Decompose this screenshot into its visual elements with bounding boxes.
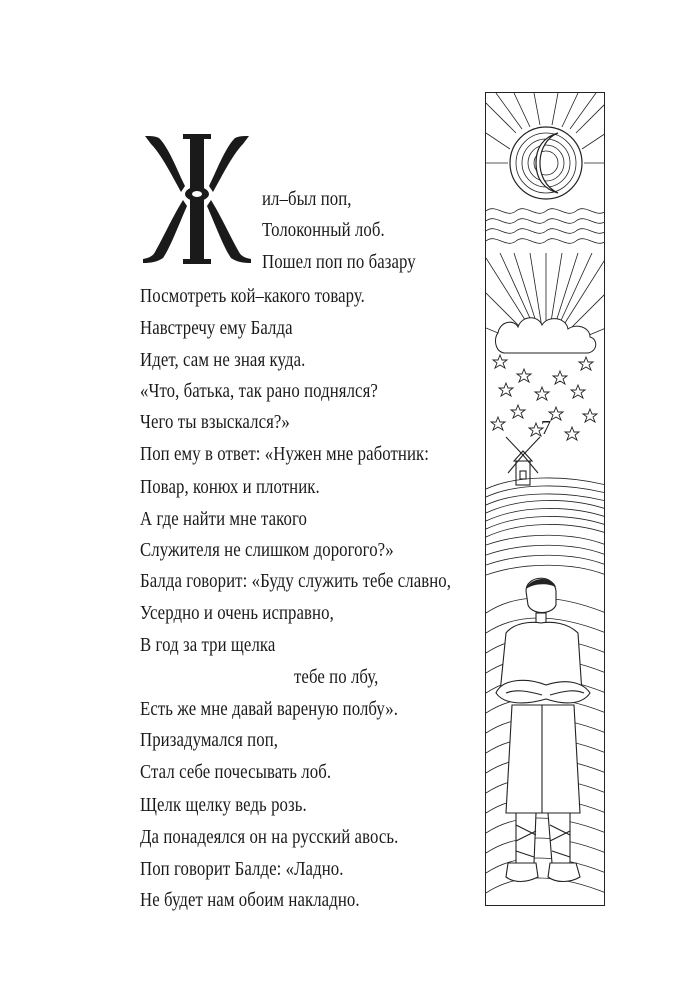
poem-line: Поп ему в ответ: «Нужен мне работник: bbox=[140, 444, 430, 465]
cloud-icon bbox=[496, 318, 596, 353]
poem-line: Навстречу ему Балда bbox=[140, 318, 293, 339]
poem-line: Усердно и очень исправно, bbox=[140, 603, 334, 624]
poem-line: Поп говорит Балде: «Ладно. bbox=[140, 859, 344, 880]
poem-line: Балда говорит: «Буду служить тебе славно, bbox=[140, 571, 452, 592]
poem-line: тебе по лбу, bbox=[294, 667, 379, 688]
poem-line: ил–был поп, bbox=[262, 189, 352, 210]
poem-line: Посмотреть кой–какого товару. bbox=[140, 286, 365, 307]
dropcap-glyph bbox=[141, 130, 253, 268]
sun-moon-icon bbox=[486, 93, 605, 199]
poem-line: В год за три щелка bbox=[140, 635, 276, 656]
poem-line: А где найти мне такого bbox=[140, 509, 308, 530]
poem-line: Повар, конюх и плотник. bbox=[140, 477, 320, 498]
poem-line: Идет, сам не зная куда. bbox=[140, 350, 306, 371]
poem-line: Да понадеялся он на русский авось. bbox=[140, 827, 399, 848]
worker-figure-icon bbox=[496, 578, 590, 881]
poem-line: Пошел поп по базару bbox=[262, 252, 416, 273]
poem-line: Толоконный лоб. bbox=[262, 220, 385, 241]
windmill-icon bbox=[506, 437, 540, 485]
illustration-panel bbox=[485, 92, 605, 906]
poem-line: Щелк щелку ведь розь. bbox=[140, 795, 307, 816]
poem-line: Не будет нам обоим накладно. bbox=[140, 890, 360, 911]
dropcap-letter bbox=[141, 130, 253, 268]
poem-line: Стал себе почесывать лоб. bbox=[140, 762, 332, 783]
poem-line: Призадумался поп, bbox=[140, 730, 279, 751]
poem-line: «Что, батька, так рано поднялся? bbox=[140, 381, 378, 402]
poem-line: Есть же мне давай вареную полбу». bbox=[140, 699, 399, 720]
poem-line: Чего ты взыскался?» bbox=[140, 412, 290, 433]
page-number: 7 bbox=[541, 417, 551, 439]
illustration-art bbox=[486, 93, 605, 906]
poem-line: Служителя не слишком дорогого?» bbox=[140, 540, 394, 561]
wave-lines bbox=[486, 209, 605, 244]
